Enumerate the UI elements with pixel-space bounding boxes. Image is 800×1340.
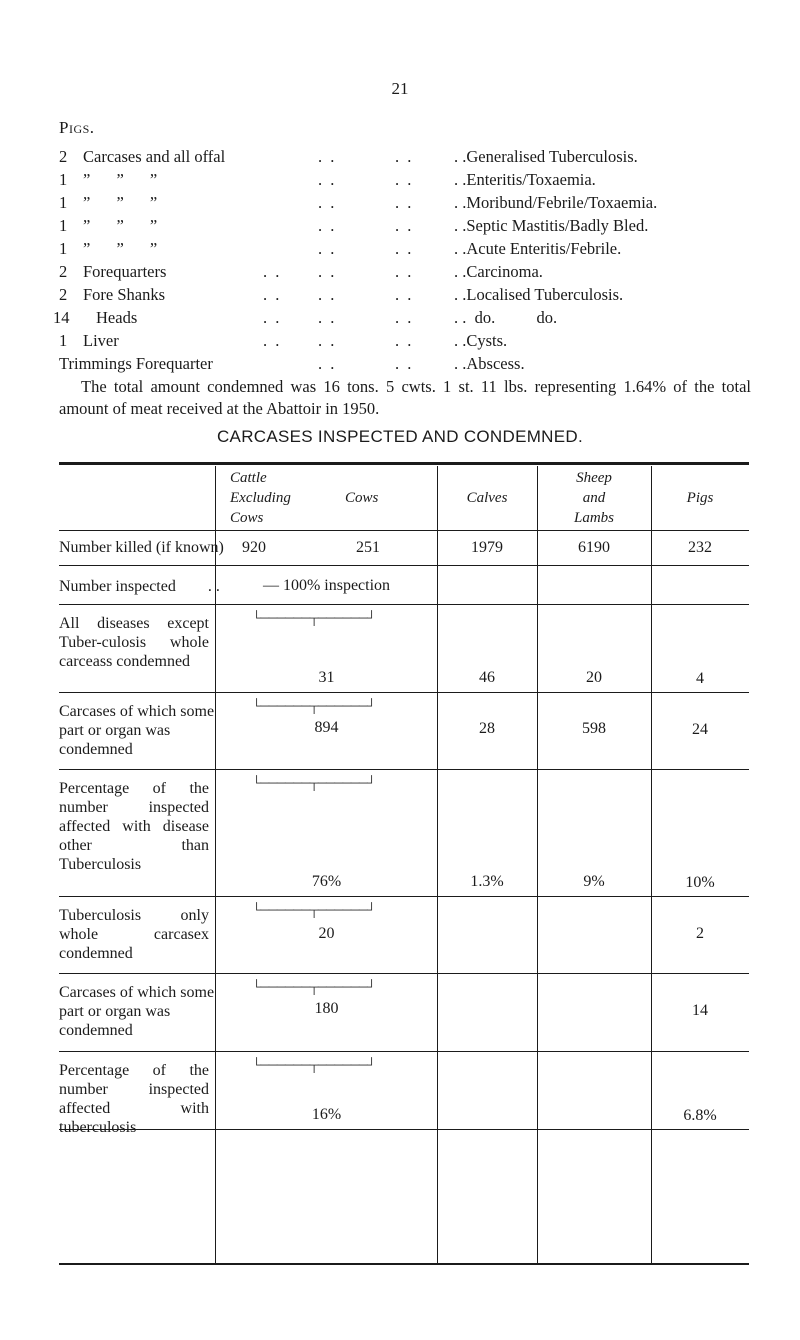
item-ditto: ” ” ” bbox=[83, 170, 158, 189]
leader-dots: . . bbox=[454, 262, 467, 281]
leader-dots: . . bbox=[318, 147, 337, 166]
column-divider bbox=[651, 466, 652, 1263]
table-header-rule bbox=[59, 530, 749, 531]
leader-dots: . . bbox=[263, 308, 282, 327]
cell-cattle: 20 bbox=[318, 925, 335, 942]
table-bottom-rule bbox=[59, 1263, 749, 1265]
item-ditto: ” ” ” bbox=[83, 216, 158, 235]
leader-dots: . . bbox=[318, 193, 337, 212]
cell-cattle: 16% bbox=[311, 1106, 342, 1123]
row-label: Carcases of which some part or organ was condemned bbox=[59, 703, 215, 758]
cell-cows: 251 bbox=[356, 539, 380, 556]
leader-dots: . . bbox=[454, 147, 467, 166]
row-rule bbox=[59, 769, 749, 770]
leader-dots: . . bbox=[318, 170, 337, 189]
item-quantity: 1 bbox=[59, 170, 68, 189]
leader-dots: . . bbox=[454, 216, 467, 235]
cell-pigs: 14 bbox=[692, 1002, 708, 1019]
item-cause: Localised Tuberculosis. bbox=[466, 285, 624, 304]
header-pigs: Pigs bbox=[686, 490, 714, 506]
row-rule bbox=[59, 1051, 749, 1052]
leader-dots: . . bbox=[318, 262, 337, 281]
item-ditto: ” ” ” bbox=[83, 193, 158, 212]
leader-dots: . . bbox=[263, 331, 282, 350]
leader-dots: . . bbox=[263, 262, 282, 281]
item-cause: Generalised Tuberculosis. bbox=[466, 147, 638, 166]
item-cause: Septic Mastitis/Badly Bled. bbox=[466, 216, 649, 235]
item-cause: Enteritis/Toxaemia. bbox=[466, 170, 596, 189]
row-label: Percentage of the number inspected affected with tuberculosis bbox=[59, 1062, 209, 1136]
list-item bbox=[53, 308, 749, 330]
leader-dots: . . bbox=[395, 170, 414, 189]
item-quantity: 2 bbox=[59, 285, 68, 304]
cell-pigs: 2 bbox=[696, 925, 704, 942]
cell-calves: 46 bbox=[479, 669, 495, 686]
item-quantity: 1 bbox=[59, 239, 68, 258]
row-rule bbox=[59, 565, 749, 566]
column-divider bbox=[537, 466, 538, 1263]
cell-pigs: 10% bbox=[685, 874, 715, 891]
list-item bbox=[59, 193, 749, 215]
item-cause: do. do. bbox=[474, 308, 558, 327]
table-top-rule bbox=[59, 462, 749, 465]
list-item bbox=[59, 216, 749, 238]
summary-paragraph: The total amount condemned was 16 tons. 5 cwts. 1 st. 11 lbs. representing 1.64% of the total amount of meat received at the Abattoir in 1950. bbox=[59, 377, 751, 418]
header-sheep: Sheep bbox=[576, 470, 612, 486]
leader-dots: . . bbox=[454, 239, 467, 258]
row-rule bbox=[59, 692, 749, 693]
cell-pigs: 232 bbox=[688, 539, 712, 556]
leader-dots: . . bbox=[395, 285, 414, 304]
row-label: Carcases of which some part or organ was condemned bbox=[59, 984, 215, 1039]
list-item bbox=[59, 147, 749, 169]
row-label: Tuberculosis only whole carcasex condemned bbox=[59, 907, 209, 962]
cell-cattle: 180 bbox=[314, 1000, 339, 1017]
item-cause: Moribund/Febrile/Toxaemia. bbox=[466, 193, 658, 212]
cell-pigs: 6.8% bbox=[683, 1107, 717, 1124]
header-and: and bbox=[582, 490, 606, 506]
header-cows: Cows bbox=[345, 490, 379, 506]
brace-icon: └──────┬──────┘ bbox=[252, 698, 376, 713]
cell-pigs: 24 bbox=[692, 721, 708, 738]
section-title: Pigs. bbox=[59, 118, 95, 137]
cell-cattle: 76% bbox=[311, 873, 342, 890]
brace-icon: └──────┬──────┘ bbox=[252, 902, 376, 917]
header-calves: Calves bbox=[466, 490, 508, 506]
cell-cattle: 31 bbox=[318, 669, 335, 686]
item-description: Fore Shanks bbox=[83, 285, 166, 304]
item-description: Heads bbox=[96, 308, 138, 327]
header-cows-sub: Cows bbox=[230, 510, 264, 526]
leader-dots: . . bbox=[318, 239, 337, 258]
leader-dots: . . bbox=[454, 285, 467, 304]
item-quantity: 14 bbox=[53, 308, 70, 327]
column-divider bbox=[437, 466, 438, 1263]
item-description: Forequarters bbox=[83, 262, 167, 281]
brace-icon: └──────┬──────┘ bbox=[252, 979, 376, 994]
row-label: Number inspected . . bbox=[59, 578, 220, 595]
leader-dots: . . bbox=[318, 285, 337, 304]
brace-icon: └──────┬──────┘ bbox=[252, 775, 376, 790]
cell-calves: 1.3% bbox=[470, 873, 504, 890]
leader-dots: . . bbox=[395, 262, 414, 281]
list-item bbox=[59, 262, 749, 284]
leader-dots: . . bbox=[454, 331, 467, 350]
row-label: All diseases except Tuber-culosis whole carceass condemned bbox=[59, 615, 209, 670]
cell-calves: 1979 bbox=[471, 539, 503, 556]
cell-sheep: 598 bbox=[582, 720, 606, 737]
list-item bbox=[59, 239, 749, 261]
page-number: 21 bbox=[391, 79, 409, 98]
item-quantity: 2 bbox=[59, 147, 68, 166]
header-lambs: Lambs bbox=[573, 510, 614, 526]
table-title: CARCASES INSPECTED AND CONDEMNED. bbox=[216, 427, 583, 446]
item-quantity: 1 bbox=[59, 216, 68, 235]
row-label: Number killed (if known) bbox=[59, 539, 224, 556]
item-quantity: 2 bbox=[59, 262, 68, 281]
item-quantity: 1 bbox=[59, 331, 68, 350]
list-item bbox=[59, 354, 749, 376]
cell-cattle-span: — 100% inspection bbox=[262, 577, 391, 594]
list-item bbox=[59, 285, 749, 307]
brace-icon: └──────┬──────┘ bbox=[252, 610, 376, 625]
leader-dots: . . bbox=[318, 216, 337, 235]
leader-dots: . . bbox=[454, 193, 467, 212]
leader-dots: . . bbox=[454, 170, 467, 189]
cell-calves: 28 bbox=[479, 720, 495, 737]
header-excluding: Excluding bbox=[230, 490, 291, 506]
leader-dots: . . bbox=[395, 193, 414, 212]
leader-dots: . . bbox=[395, 147, 414, 166]
header-cattle: Cattle bbox=[230, 470, 267, 486]
brace-icon: └──────┬──────┘ bbox=[252, 1057, 376, 1072]
item-ditto: ” ” ” bbox=[83, 239, 158, 258]
leader-dots: . . bbox=[454, 308, 467, 327]
cell-pigs: 4 bbox=[696, 670, 704, 687]
leader-dots: . . bbox=[318, 308, 337, 327]
cell-sheep: 6190 bbox=[578, 539, 610, 556]
item-description: Liver bbox=[83, 331, 119, 350]
list-item bbox=[59, 170, 749, 192]
cell-cattle: 894 bbox=[314, 719, 339, 736]
cell-cattle: 920 bbox=[242, 539, 266, 556]
leader-dots: . . bbox=[395, 239, 414, 258]
cell-sheep: 9% bbox=[583, 873, 605, 890]
row-rule bbox=[59, 973, 749, 974]
item-description: Trimmings Forequarter bbox=[59, 354, 213, 373]
leader-dots: . . bbox=[318, 331, 337, 350]
leader-dots: . . bbox=[395, 354, 414, 373]
row-label: Percentage of the number inspected affected with disease other than Tuberculosis bbox=[59, 780, 209, 873]
item-quantity: 1 bbox=[59, 193, 68, 212]
leader-dots: . . bbox=[263, 285, 282, 304]
row-rule bbox=[59, 604, 749, 605]
list-item bbox=[59, 331, 749, 353]
cell-sheep: 20 bbox=[586, 669, 602, 686]
item-cause: Carcinoma. bbox=[466, 262, 543, 281]
leader-dots: . . bbox=[395, 331, 414, 350]
leader-dots: . . bbox=[454, 354, 467, 373]
item-description: Carcases and all offal bbox=[83, 147, 226, 166]
leader-dots: . . bbox=[318, 354, 337, 373]
leader-dots: . . bbox=[395, 216, 414, 235]
leader-dots: . . bbox=[395, 308, 414, 327]
row-rule bbox=[59, 896, 749, 897]
item-cause: Abscess. bbox=[466, 354, 525, 373]
item-cause: Cysts. bbox=[466, 331, 508, 350]
item-cause: Acute Enteritis/Febrile. bbox=[466, 239, 622, 258]
